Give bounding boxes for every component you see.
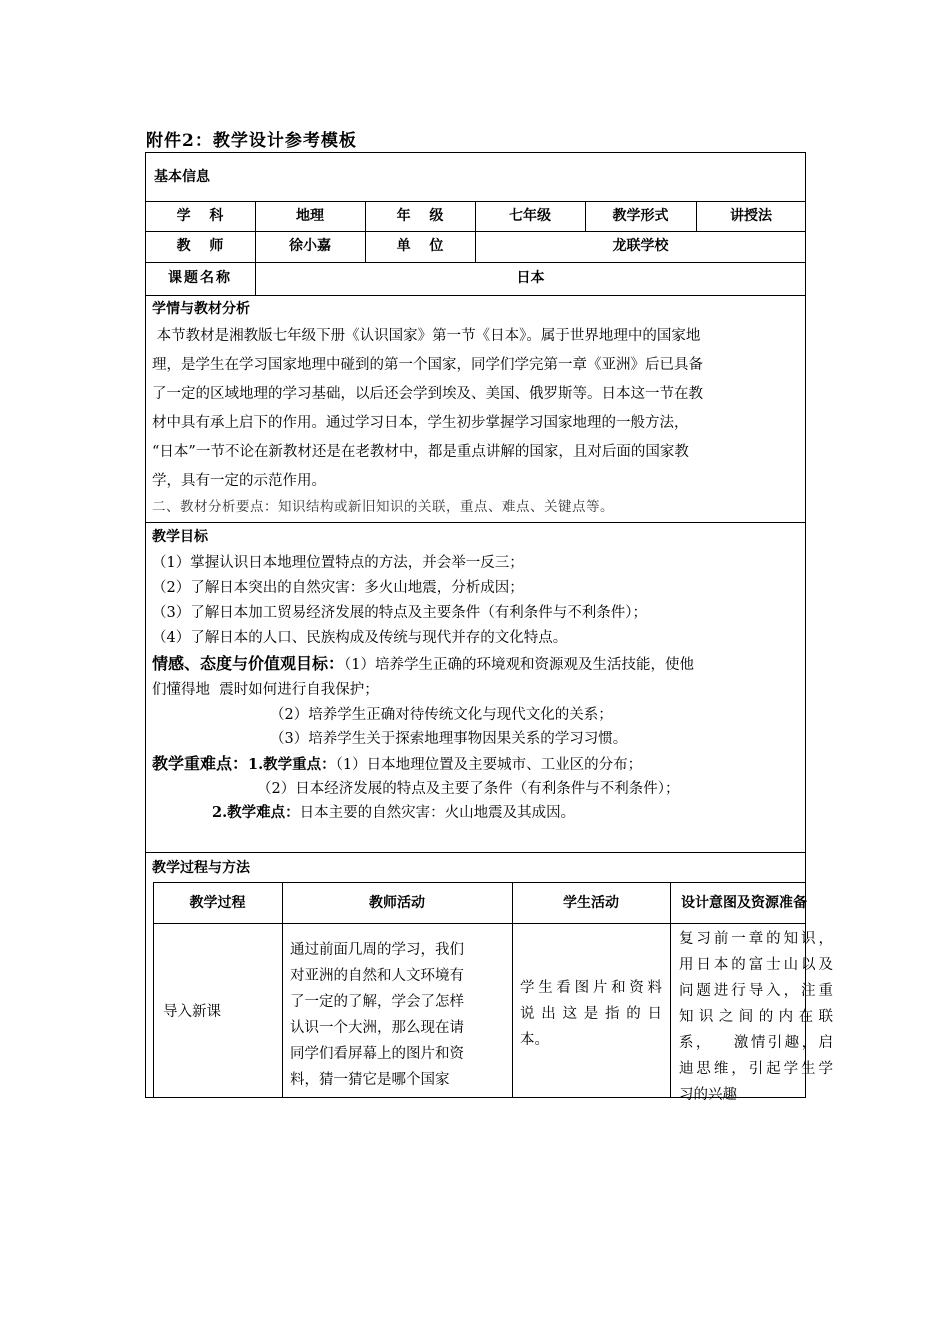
divider <box>145 295 806 296</box>
topic-value: 日本 <box>516 270 545 286</box>
column-header: 设计意图及资源准备 <box>681 895 807 911</box>
key-item: （1）日本地理位置及主要城市、工业区的分布； <box>335 757 643 773</box>
difficulty-line <box>212 803 575 823</box>
teacher-activity-line: 同学们看屏幕上的图片和资 <box>290 1046 464 1062</box>
difficulty-item: 日本主要的自然灾害：火山地震及其成因。 <box>299 805 576 821</box>
design-intent-line: 系， 激情引趣，启 <box>679 1035 833 1051</box>
column-header: 教师活动 <box>369 895 425 911</box>
key-label: 教学重难点： <box>152 754 249 773</box>
student-activity-line: 说出这是指的日 <box>520 1006 662 1022</box>
teacher-activity-cell <box>290 937 504 1093</box>
grade-value: 七年级 <box>509 208 551 224</box>
teacher-value: 徐小嘉 <box>289 238 331 254</box>
student-activity-line: 本。 <box>520 1032 549 1048</box>
emotion-label: 情感、态度与价值观目标： <box>152 654 345 673</box>
unit-label: 单 位 <box>396 238 444 254</box>
teacher-activity-line: 了一定的了解，学会了怎样 <box>290 994 464 1010</box>
form-label: 教学形式 <box>612 208 669 224</box>
analysis-line: 材中具有承上启下的作用。通过学习日本，学生初步掌握学习国家地理的一般方法， <box>152 415 689 431</box>
subject-value: 地理 <box>296 208 324 224</box>
emotion-line <box>152 654 694 675</box>
divider <box>145 262 806 263</box>
objective-item: （3）了解日本加工贸易经济发展的特点及主要条件（有利条件与不利条件）； <box>152 605 647 621</box>
analysis-paragraph <box>152 322 800 496</box>
page-title: 附件2：教学设计参考模板 <box>146 131 357 151</box>
key-points-line <box>152 754 642 775</box>
design-intent-line: 迪思维，引起学生学 <box>679 1061 833 1077</box>
column-header: 学生活动 <box>563 895 619 911</box>
unit-value: 龙联学校 <box>612 238 669 254</box>
emotion-line: 们懂得地 震时如何进行自我保护； <box>152 682 379 698</box>
design-intent-cell <box>679 926 833 1108</box>
analysis-header: 学情与教材分析 <box>152 301 250 317</box>
objective-item: （1）掌握认识日本地理位置特点的方法，并会举一反三； <box>152 555 524 571</box>
grade-label: 年 级 <box>396 208 444 224</box>
difficulty-label: 2.教学难点： <box>212 804 300 821</box>
subject-label: 学 科 <box>176 208 224 224</box>
emotion-text: （1）培养学生正确的环境观和资源观及生活技能，使他 <box>344 657 694 673</box>
divider <box>153 923 806 924</box>
design-intent-line: 习的兴趣 <box>679 1087 737 1103</box>
objective-item: （4）了解日本的人口、民族构成及传统与现代并存的文化特点。 <box>152 630 568 646</box>
process-header: 教学过程与方法 <box>152 860 250 876</box>
divider <box>145 852 806 853</box>
topic-label: 课题名称 <box>168 270 232 286</box>
teacher-label: 教 师 <box>176 238 224 254</box>
key-sub-label: 1.教学重点： <box>248 756 336 773</box>
teacher-activity-line: 料，猜一猜它是哪个国家 <box>290 1072 450 1088</box>
design-intent-line: 复习前一章的知识， <box>679 931 833 947</box>
divider <box>145 522 806 523</box>
divider <box>512 882 513 1098</box>
basic-info-header: 基本信息 <box>154 169 210 185</box>
analysis-note: 二、教材分析要点：知识结构或新旧知识的关联，重点、难点、关键点等。 <box>152 499 614 515</box>
column-header: 教学过程 <box>189 895 246 911</box>
divider <box>670 882 671 1098</box>
objectives-header: 教学目标 <box>152 529 208 545</box>
analysis-line: 学，具有一定的示范作用。 <box>152 473 326 489</box>
teacher-activity-line: 通过前面几周的学习，我们 <box>290 942 464 958</box>
objective-item: （2）了解日本突出的自然灾害：多火山地震，分析成因； <box>152 580 524 596</box>
design-intent-line: 问题进行导入，注重 <box>679 983 833 999</box>
student-activity-line: 学生看图片和资料 <box>520 980 662 996</box>
design-intent-line: 用日本的富士山以及 <box>679 957 833 973</box>
analysis-line: “日本”一节不论在新教材还是在老教材中，都是重点讲解的国家，且对后面的国家教 <box>152 444 689 460</box>
design-intent-line: 知识之间的内在联 <box>679 1009 833 1025</box>
analysis-line: 了一定的区域地理的学习基础，以后还会学到埃及、美国、俄罗斯等。日本这一节在教 <box>152 386 703 402</box>
divider <box>153 882 806 883</box>
student-activity-cell <box>520 975 662 1053</box>
form-value: 讲授法 <box>730 208 772 224</box>
emotion-line: （2）培养学生正确对待传统文化与现代文化的关系； <box>270 707 613 723</box>
divider <box>282 882 283 1098</box>
analysis-line: 理，是学生在学习国家地理中碰到的第一个国家，同学们学完第一章《亚洲》后已具备 <box>152 357 703 373</box>
teacher-activity-line: 认识一个大洲，那么现在请 <box>290 1020 464 1036</box>
teacher-activity-line: 对亚洲的自然和人文环境有 <box>290 968 464 984</box>
emotion-line: （3）培养学生关于探索地理事物因果关系的学习习惯。 <box>270 731 628 747</box>
divider <box>153 882 154 1098</box>
analysis-line: 本节教材是湘教版七年级下册《认识国家》第一节《日本》。属于世界地理中的国家地 <box>152 328 701 344</box>
stage-cell: 导入新课 <box>163 1004 221 1020</box>
key-item: （2）日本经济发展的特点及主要了条件（有利条件与不利条件）； <box>257 781 680 797</box>
